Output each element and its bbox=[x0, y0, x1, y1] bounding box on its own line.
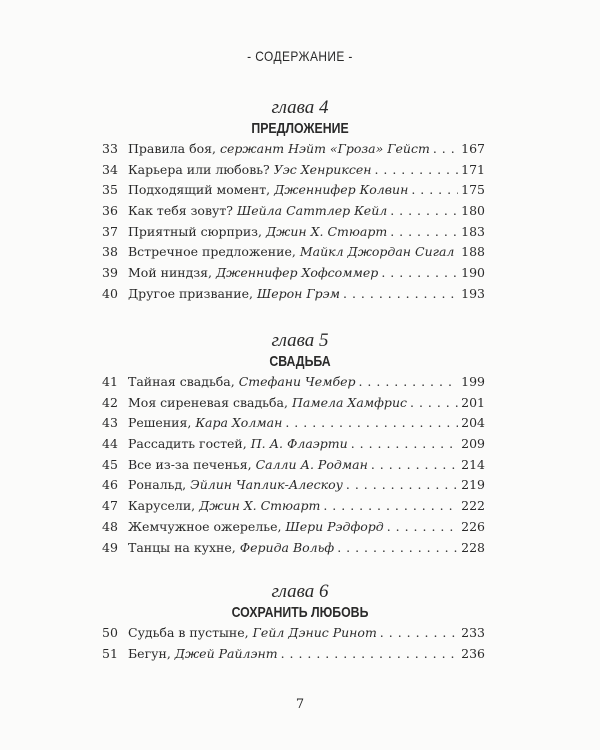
entry-author: Уэс Хенриксен bbox=[273, 161, 372, 177]
entry-author: Ферида Вольф bbox=[239, 539, 335, 555]
dot-leader bbox=[358, 372, 458, 393]
toc-entry[interactable] bbox=[102, 413, 485, 434]
entry-number: 50 bbox=[102, 625, 118, 640]
entry-author: Шейла Саттлер Кейл bbox=[236, 203, 388, 219]
entry-author: Кара Холман bbox=[195, 415, 283, 431]
dot-leader bbox=[337, 538, 458, 559]
entry-page: 228 bbox=[461, 539, 485, 555]
toc-entry[interactable] bbox=[102, 517, 485, 538]
entry-number: 42 bbox=[102, 394, 118, 410]
toc-entry[interactable] bbox=[102, 496, 485, 517]
entry-page: 190 bbox=[461, 265, 485, 281]
toc-entry[interactable] bbox=[102, 263, 485, 284]
entry-page: 222 bbox=[461, 498, 485, 514]
entry-page: 199 bbox=[461, 374, 485, 389]
toc-entry[interactable] bbox=[102, 538, 485, 559]
entry-page: 236 bbox=[461, 645, 485, 661]
toc-entry[interactable] bbox=[102, 139, 485, 160]
page-number: 7 bbox=[295, 697, 305, 712]
dot-leader bbox=[285, 413, 458, 434]
dot-leader bbox=[390, 222, 458, 243]
toc-entry[interactable] bbox=[102, 644, 485, 665]
entry-number: 34 bbox=[102, 161, 118, 177]
entry-author: П. А. Флаэрти bbox=[250, 436, 348, 452]
entry-title: Рональд, bbox=[128, 477, 187, 493]
dot-leader bbox=[411, 180, 458, 201]
entry-number: 44 bbox=[102, 436, 118, 452]
dot-leader bbox=[410, 393, 458, 414]
entry-number: 43 bbox=[102, 415, 118, 431]
entry-author: Шери Рэдфорд bbox=[285, 518, 384, 534]
entry-author: Майкл Джордан Сигал bbox=[299, 244, 455, 260]
entry-number: 38 bbox=[102, 244, 118, 260]
chapter-4 bbox=[0, 97, 600, 305]
chapter-name: ПРЕДЛОЖЕНИЕ bbox=[251, 120, 349, 137]
entry-title: Приятный сюрприз, bbox=[128, 223, 262, 239]
entry-author: Гейл Дэнис Ринот bbox=[252, 625, 377, 640]
toc-entry[interactable] bbox=[102, 372, 485, 393]
entry-title: Судьба в пустыне, bbox=[128, 625, 249, 640]
entry-number: 49 bbox=[102, 539, 118, 555]
toc-entry[interactable] bbox=[102, 623, 485, 644]
entry-title: Жемчужное ожерелье, bbox=[128, 518, 282, 534]
toc-entry[interactable] bbox=[102, 160, 485, 181]
entry-page: 175 bbox=[461, 182, 485, 198]
entry-author: Салли А. Родман bbox=[255, 456, 368, 472]
dot-leader bbox=[346, 475, 458, 496]
dot-leader bbox=[343, 284, 458, 305]
toc-entry[interactable] bbox=[102, 242, 485, 263]
chapter-6 bbox=[0, 581, 600, 664]
dot-leader bbox=[374, 160, 458, 181]
entry-title: Другое призвание, bbox=[128, 285, 253, 301]
entry-title: Встречное предложение, bbox=[128, 244, 296, 260]
entry-page: 171 bbox=[461, 161, 485, 177]
entry-page: 183 bbox=[461, 223, 485, 239]
dot-leader bbox=[457, 242, 458, 263]
toc-entry[interactable] bbox=[102, 455, 485, 476]
dot-leader bbox=[390, 201, 458, 222]
chapter-5 bbox=[0, 330, 600, 558]
entry-number: 45 bbox=[102, 456, 118, 472]
entry-title: Карьера или любовь? bbox=[128, 161, 270, 177]
entry-title: Танцы на кухне, bbox=[128, 539, 236, 555]
entry-number: 41 bbox=[102, 374, 118, 389]
chapter-name: СОХРАНИТЬ ЛЮБОВЬ bbox=[231, 604, 369, 621]
entry-author: Джин Х. Стюарт bbox=[265, 223, 388, 239]
entry-author: Джей Райлэнт bbox=[174, 645, 278, 661]
entry-page: 214 bbox=[461, 456, 485, 472]
dot-leader bbox=[371, 455, 458, 476]
toc-entry[interactable] bbox=[102, 201, 485, 222]
entry-page: 167 bbox=[461, 141, 485, 156]
entry-title: Все из-за печенья, bbox=[128, 456, 252, 472]
entry-number: 37 bbox=[102, 223, 118, 239]
chapter-label: глава 5 bbox=[271, 330, 329, 351]
entry-author: сержант Нэйт «Гроза» Гейст bbox=[220, 141, 430, 156]
chapter-label: глава 6 bbox=[271, 581, 329, 602]
toc-entry[interactable] bbox=[102, 475, 485, 496]
entry-title: Бегун, bbox=[128, 645, 171, 661]
toc-entry[interactable] bbox=[102, 434, 485, 455]
chapter-label: глава 4 bbox=[271, 97, 329, 118]
entry-number: 46 bbox=[102, 477, 118, 493]
dot-leader bbox=[387, 517, 458, 538]
entry-author: Дженнифер Хофсоммер bbox=[216, 265, 379, 281]
toc-entry[interactable] bbox=[102, 222, 485, 243]
entry-author: Шерон Грэм bbox=[256, 285, 341, 301]
toc-entry[interactable] bbox=[102, 393, 485, 414]
chapter-name: СВАДЬБА bbox=[269, 353, 331, 370]
entry-title: Решения, bbox=[128, 415, 192, 431]
entry-page: 233 bbox=[461, 625, 485, 640]
entry-title: Тайная свадьба, bbox=[128, 374, 235, 389]
entry-title: Моя сиреневая свадьба, bbox=[128, 394, 288, 410]
entry-author: Джин Х. Стюарт bbox=[199, 498, 321, 514]
entry-title: Правила боя, bbox=[128, 141, 217, 156]
dot-leader bbox=[381, 263, 458, 284]
entry-number: 35 bbox=[102, 182, 118, 198]
entry-title: Рассадить гостей, bbox=[128, 436, 247, 452]
entry-page: 188 bbox=[461, 244, 485, 260]
dot-leader bbox=[380, 623, 458, 644]
entry-author: Стефани Чембер bbox=[238, 374, 356, 389]
entry-number: 36 bbox=[102, 203, 118, 219]
dot-leader bbox=[351, 434, 458, 455]
toc-entry[interactable] bbox=[102, 180, 485, 201]
entry-page: 180 bbox=[461, 203, 485, 219]
entry-page: 193 bbox=[461, 285, 485, 301]
entry-page: 201 bbox=[461, 394, 485, 410]
entry-page: 219 bbox=[461, 477, 485, 493]
entry-title: Как тебя зовут? bbox=[128, 203, 233, 219]
dot-leader bbox=[281, 644, 459, 665]
entry-title: Подходящий момент, bbox=[128, 182, 271, 198]
entry-author: Эйлин Чаплик-Алескоу bbox=[190, 477, 343, 493]
entry-page: 226 bbox=[461, 518, 485, 534]
entry-author: Памела Хамфрис bbox=[291, 394, 407, 410]
entry-number: 33 bbox=[102, 141, 118, 156]
entry-page: 209 bbox=[461, 436, 485, 452]
entry-author: Дженнифер Колвин bbox=[274, 182, 409, 198]
entry-number: 51 bbox=[102, 645, 118, 661]
toc-title: - СОДЕРЖАНИЕ - bbox=[247, 48, 353, 64]
entry-page: 204 bbox=[461, 415, 485, 431]
entry-title: Мой ниндзя, bbox=[128, 265, 212, 281]
entry-number: 40 bbox=[102, 285, 118, 301]
toc-entry[interactable] bbox=[102, 284, 485, 305]
dot-leader bbox=[433, 139, 458, 160]
entry-number: 48 bbox=[102, 518, 118, 534]
dot-leader bbox=[323, 496, 458, 517]
entry-title: Карусели, bbox=[128, 498, 196, 514]
entry-number: 47 bbox=[102, 498, 118, 514]
entry-number: 39 bbox=[102, 265, 118, 281]
